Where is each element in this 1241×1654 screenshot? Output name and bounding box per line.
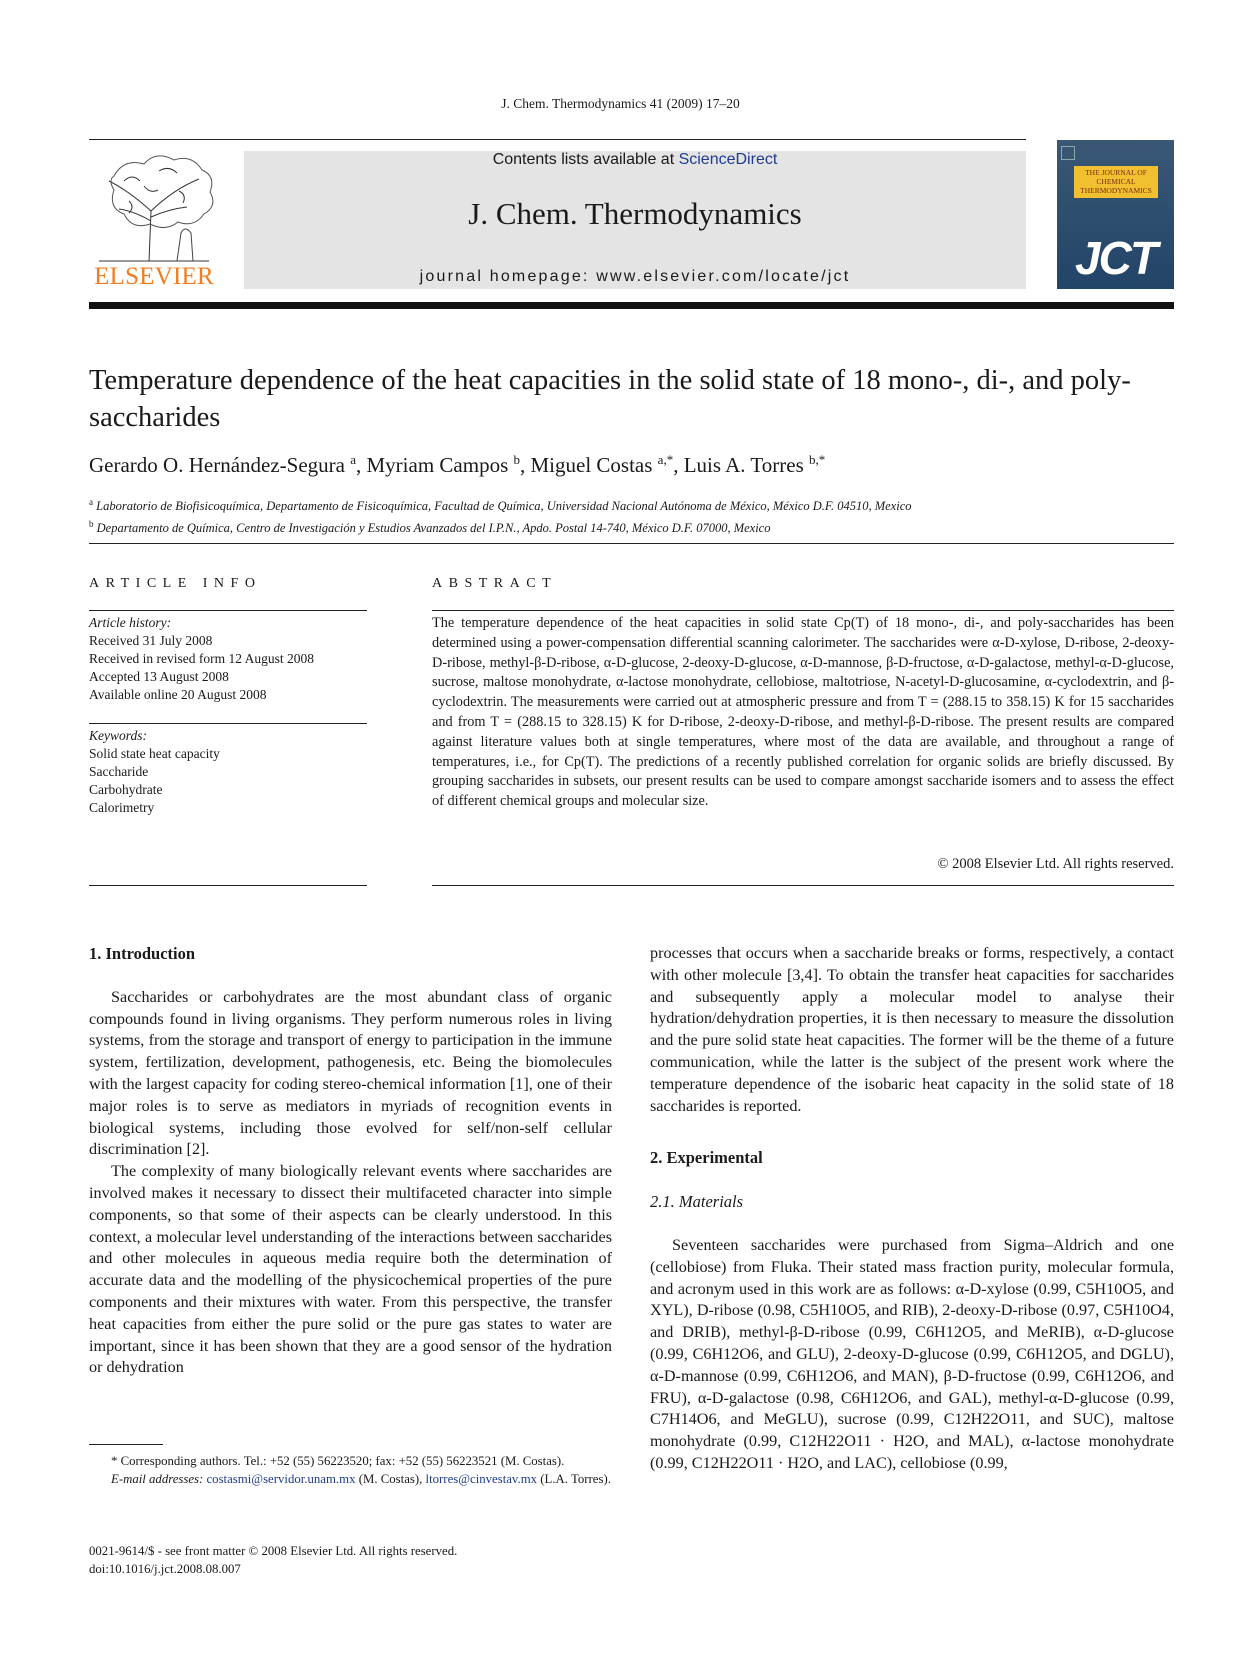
tree-icon (89, 151, 219, 263)
history-item: Available online 20 August 2008 (89, 687, 267, 702)
page-footer (89, 1542, 612, 1578)
author-name: Luis A. Torres (683, 453, 804, 477)
email-link[interactable]: costasmi@servidor.unam.mx (206, 1472, 356, 1486)
sciencedirect-link[interactable]: ScienceDirect (678, 151, 778, 168)
author-name: Gerardo O. Hernández-Segura (89, 453, 345, 477)
article-info-rule (89, 610, 367, 611)
cover-title: THE JOURNAL OF CHEMICAL THERMODYNAMICS (1074, 166, 1158, 198)
doi-line[interactable]: doi:10.1016/j.jct.2008.08.007 (89, 1562, 241, 1576)
cover-corner-mark (1061, 146, 1075, 160)
abstract-text: The temperature dependence of the heat capacities in solid state Cp(T) of 18 mono-, di-, and poly-saccharides has been determined using a power-compensation differential scanning calorimeter. The saccharides were α-D-xylose, D-ribose, 2-deoxy-D-ribose, methyl-β-D-ribose, α-D-glucose, 2-deoxy-D-glucose, α-D-mannose, β-D-fructose, α-D-galactose, methyl-α-D-glucose, sucrose, maltose monohydrate, α-lactose monohydrate, cellobiose, maltotriose, N-acetyl-D-glucosamine, α-cyclodextrin, and β-cyclodextrin. The measurements were carried out at atmospheric pressure and from T = (288.15 to 358.15) K for 15 saccharides and from T = (288.15 to 328.15) K for D-ribose, 2-deoxy-D-ribose, and methyl-β-D-ribose. The present results are compared against literature values both at single temperatures, where most of the data are available, and throughout a range of temperatures, i.e., for Cp(T). The predictions of a recently published correlation for organic solids are briefly discussed. By grouping saccharides in subsets, our present results can be used to compare amongst saccharide isomers and to assess the effect of different chemical groups and molecular size. (432, 615, 1174, 810)
keyword-item: Carbohydrate (89, 782, 163, 797)
elsevier-wordmark: ELSEVIER (94, 263, 214, 290)
subsection-title: 2.1. Materials (650, 1192, 744, 1212)
journal-banner (244, 151, 1026, 289)
elsevier-logo (89, 151, 219, 291)
journal-citation: J. Chem. Thermodynamics 41 (2009) 17–20 (501, 96, 740, 111)
email-owner: (M. Costas), (358, 1472, 423, 1486)
abstract-copyright: © 2008 Elsevier Ltd. All rights reserved. (937, 856, 1174, 872)
corresponding-note: * Corresponding authors. Tel.: +52 (55) 56223520; fax: +52 (55) 56223521 (M. Costas). (111, 1454, 565, 1468)
author-affil-mark[interactable]: a (350, 452, 356, 467)
right-column (650, 943, 1174, 1475)
keyword-item: Calorimetry (89, 800, 155, 815)
journal-homepage[interactable]: journal homepage: www.elsevier.com/locate/jct (419, 268, 851, 285)
abstract-bottom-rule (432, 885, 1174, 886)
paragraph: processes that occurs when a saccharide breaks or forms, respectively, a contact with other molecule [3,4]. To obtain the transfer heat capacities for saccharides and subsequently apply a molecular model to analyse their hydration/dehydration properties, it is then necessary to measure the dissolution and the pure solid state heat capacities. The former will be the theme of a future communication, while the latter is the subject of the present work where the temperature dependence of the isobaric heat capacity in the solid state of 18 saccharides is reported. (650, 944, 1174, 1115)
affiliation-item (89, 493, 1174, 515)
abstract-rule (432, 610, 1174, 611)
header-rule (89, 139, 1026, 140)
affiliation-item (89, 515, 1174, 537)
keywords-rule (89, 723, 367, 724)
author-name: Myriam Campos (366, 453, 509, 477)
paragraph: Seventeen saccharides were purchased from Sigma–Aldrich and one (cellobiose) from Fluka. Their stated mass fraction purity, molecular formula, and acronym used in this work are as follows: α-D-xylose (0.99, C5H10O5, and XYL), D-ribose (0.98, C5H10O5, and RIB), 2-deoxy-D-ribose (0.97, C5H10O4, and DRIB), methyl-β-D-ribose (0.99, C6H12O5, and MeRIB), α-D-glucose (0.99, C6H12O6, and GLU), 2-deoxy-D-glucose (0.99, C6H12O5, and DGLU), α-D-mannose (0.99, C6H12O6, and MAN), β-D-fructose (0.99, C6H12O6, and FRU), α-D-galactose (0.98, C6H12O6, and GAL), methyl-α-D-glucose (0.99, C7H14O6, and MeGLU), sucrose (0.99, C12H22O11, and SUC), maltose monohydrate (0.99, C12H22O11 · H2O, and MAL), α-lactose monohydrate (0.99, C12H22O11 · H2O, and LAC), cellobiose (0.99, (650, 1235, 1174, 1472)
email-link[interactable]: ltorres@cinvestav.mx (425, 1472, 538, 1486)
email-label: E-mail addresses: (111, 1472, 204, 1486)
history-item: Accepted 13 August 2008 (89, 669, 229, 684)
author-name: Miguel Costas (530, 453, 653, 477)
keyword-item: Saccharide (89, 764, 149, 779)
paragraph: Saccharides or carbohydrates are the most abundant class of organic compounds found in living organisms. They perform numerous roles in living systems, from the storage and transport of energy to participation in the immune system, fertilization, development, pathogenesis, etc. Being the biomolecules with the largest capacity for coding stereo-chemical information [1], one of their major roles is to serve as mediators in myriads of recognition events in biological systems, including those evolved for self/non-self cellular discrimination [2]. (89, 987, 612, 1159)
keywords (89, 727, 367, 817)
contents-prefix: Contents lists available at (492, 151, 679, 168)
keyword-item: Solid state heat capacity (89, 746, 220, 761)
footnote-rule (89, 1444, 163, 1445)
history-item: Received in revised form 12 August 2008 (89, 651, 314, 666)
abstract-heading: ABSTRACT (432, 576, 558, 591)
author-affil-mark[interactable]: b,* (809, 452, 826, 467)
article-info-bottom-rule (89, 885, 367, 886)
issn-line: 0021-9614/$ - see front matter © 2008 Elsevier Ltd. All rights reserved. (89, 1544, 458, 1558)
contents-availability (244, 151, 1026, 169)
history-item: Received 31 July 2008 (89, 633, 213, 648)
author-affil-mark[interactable]: a,* (657, 452, 674, 467)
cover-abbrev: JCT (1075, 232, 1156, 284)
affiliation-rule (89, 543, 1174, 544)
journal-name: J. Chem. Thermodynamics (468, 196, 802, 231)
article-title: Temperature dependence of the heat capacities in the solid state of 18 mono-, di-, and poly-saccharides (89, 365, 1131, 433)
affiliation-mark: a (89, 497, 93, 507)
affiliation-text: Departamento de Química, Centro de Investigación y Estudios Avanzados del I.P.N., Apdo. Postal 14-740, México D.F. 07000, Mexico (96, 521, 771, 536)
author-list: Gerardo O. Hernández-Segura $^a$, Myriam Campos $^b$, Miguel Costas $^{a,*}$, Luis A. Torres $^{b,*}$ (89, 452, 826, 477)
keywords-label: Keywords: (89, 728, 147, 743)
affiliation-mark: b (89, 519, 94, 530)
header-thick-rule (89, 302, 1174, 309)
affiliation-text: Laboratorio de Biofisicoquímica, Departamento de Fisicoquímica, Facultad de Química, Universidad Nacional Autónoma de México, México D.F. 04510, Mexico (96, 499, 912, 514)
footnote (89, 1452, 612, 1488)
paragraph: The complexity of many biologically relevant events where saccharides are involved makes it necessary to dissect their multifaceted character into simple components, so that some of their aspects can be clearly understood. In this context, a molecular level understanding of the interactions between saccharides and other molecules in aqueous media require both the determination of accurate data and the modelling of the physicochemical properties of the pure components and their mixtures with water. From this perspective, the transfer heat capacities from either the pure solid or the pure gas states to water are important, since it has been shown that they are a good sensor of the hydration or dehydration (89, 1162, 612, 1377)
affiliations (89, 493, 1174, 537)
author-affil-mark[interactable]: b (513, 452, 520, 467)
section-title: 1. Introduction (89, 944, 196, 963)
article-history (89, 614, 367, 704)
section-title: 2. Experimental (650, 1148, 763, 1168)
section-introduction (89, 943, 612, 1379)
email-note (89, 1470, 612, 1488)
history-label: Article history: (89, 615, 172, 630)
article-info-heading: ARTICLE INFO (89, 576, 262, 591)
journal-cover (1057, 140, 1174, 289)
email-owner: (L.A. Torres). (540, 1472, 611, 1486)
